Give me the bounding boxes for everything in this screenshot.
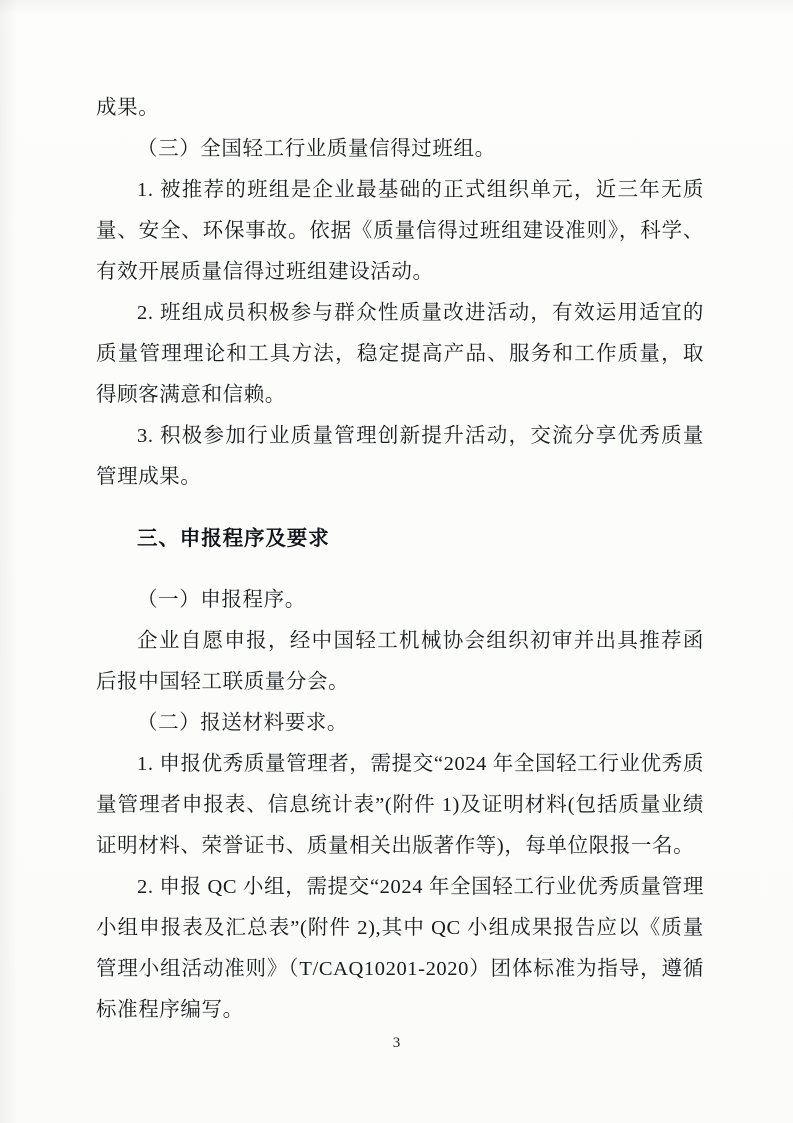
paragraph-item-3: 3. 积极参加行业质量管理创新提升活动，交流分享优秀质量管理成果。 — [96, 425, 704, 488]
scan-edge-top — [0, 0, 793, 14]
document-body — [96, 88, 704, 1031]
paragraph-subsection-1-title: （一）申报程序。 — [137, 589, 306, 611]
paragraph-material-item-1: 1. 申报优秀质量管理者，需提交“2024 年全国轻工行业优秀质量管理者申报表、信息统计表”(附件 1)及证明材料(包括质量业绩证明材料、荣誉证书、质量相关出版著作等)，每单位限报一名。 — [96, 753, 704, 857]
section-heading-three: 三、申报程序及要求 — [137, 527, 330, 550]
paragraph-continuation: 成果。 — [96, 97, 160, 119]
paragraph-subsection-2-title: （二）报送材料要求。 — [137, 712, 348, 734]
paragraph-item-1: 1. 被推荐的班组是企业最基础的正式组织单元，近三年无质量、安全、环保事故。依据《质量信得过班组建设准则》，科学、有效开展质量信得过班组建设活动。 — [96, 179, 704, 283]
scan-edge-left — [0, 0, 18, 1123]
paragraph-application-procedure: 企业自愿申报，经中国轻工机械协会组织初审并出具推荐函后报中国轻工联质量分会。 — [96, 630, 704, 693]
page-number: 3 — [392, 1035, 401, 1051]
paragraph-item-2: 2. 班组成员积极参与群众性质量改进活动，有效运用适宜的质量管理理论和工具方法，稳定提高产品、服务和工作质量，取得顾客满意和信赖。 — [96, 302, 704, 406]
paragraph-section-3-title: （三）全国轻工行业质量信得过班组。 — [137, 138, 496, 160]
paragraph-material-item-2: 2. 申报 QC 小组，需提交“2024 年全国轻工行业优秀质量管理小组申报表及汇总表”(附件 2),其中 QC 小组成果报告应以《质量管理小组活动准则》（T/CAQ10201-2020）团体标准为指导，遵循标准程序编写。 — [96, 876, 704, 1021]
